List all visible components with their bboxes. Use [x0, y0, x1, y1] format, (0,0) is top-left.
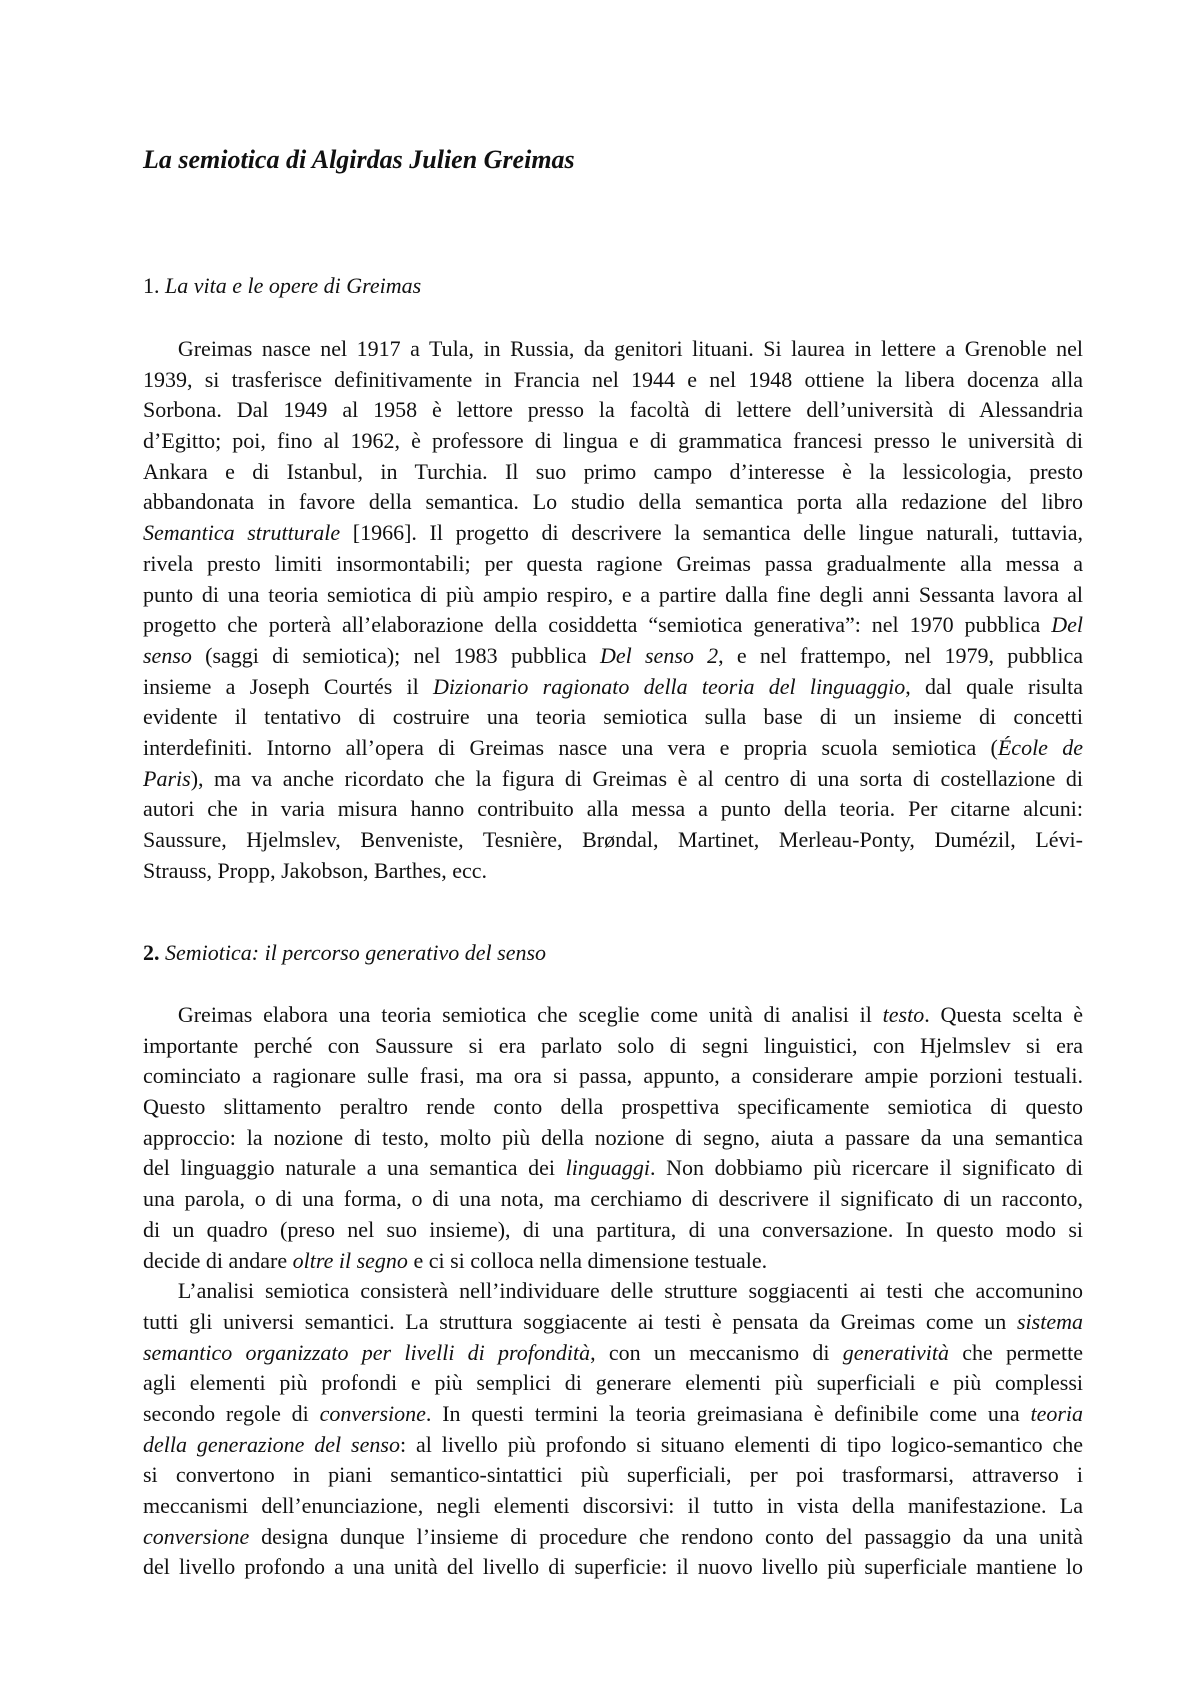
text-run: . In questi termini la teoria greimasiana è definibile come una [425, 1400, 1031, 1426]
text-line [143, 549, 1083, 580]
text-run: , e nel frattempo, nel 1979, pubblica [718, 642, 1083, 668]
italic-text: teoria [1030, 1400, 1084, 1426]
text-run: del livello profondo a una unità del livello di superficie: il nuovo livello più superficiale mantiene lo [143, 1554, 1083, 1580]
text-run: evidente il tentativo di costruire una teoria semiotica sulla base di un insieme di concetti [143, 704, 1083, 730]
text-line [143, 487, 1083, 518]
section-1-number: 1. [143, 273, 160, 298]
text-run: si convertono in piani semantico-sintattici più superficiali, per poi trasformarsi, attraverso i [143, 1462, 1083, 1488]
italic-text: Dizionario ragionato della teoria del linguaggio [433, 673, 906, 699]
text-run: del linguaggio naturale a una semantica dei [143, 1155, 566, 1181]
text-run: autori che in varia misura hanno contribuito alla messa a punto della teoria. Per citarne alcuni: [143, 796, 1083, 822]
text-line [143, 1491, 1083, 1522]
text-line [143, 365, 1083, 396]
italic-text: linguaggi [565, 1155, 650, 1181]
italic-text: della generazione del senso [143, 1431, 400, 1457]
text-run: che permette [949, 1339, 1083, 1365]
text-run: di un quadro (preso nel suo insieme), di una partitura, di una conversazione. In questo modo si [143, 1216, 1083, 1242]
text-run: : al livello più profondo si situano elementi di tipo logico-semantico che [399, 1431, 1083, 1457]
text-line [143, 702, 1083, 733]
text-line [143, 764, 1083, 795]
italic-text: Semantica strutturale [143, 520, 341, 546]
text-run: 1939, si trasferisce definitivamente in Francia nel 1944 e nel 1948 ottiene la libera docenza alla [143, 366, 1083, 392]
text-line [143, 1276, 1083, 1307]
text-run: una parola, o di una forma, o di una nota, ma cerchiamo di descrivere il significato di un racconto, [143, 1186, 1083, 1212]
text-line [143, 334, 1083, 365]
text-run: ), ma va anche ricordato che la figura di Greimas è al centro di una sorta di costellazione di [190, 765, 1083, 791]
text-run: importante perché con Saussure si era parlato solo di segni linguistici, con Hjelmslev si era [143, 1032, 1083, 1058]
text-line [143, 856, 1083, 887]
italic-text: senso [143, 642, 192, 668]
text-run: e ci si colloca nella dimensione testuale. [407, 1247, 768, 1273]
text-line [143, 794, 1083, 825]
text-line [143, 1215, 1083, 1246]
italic-text: Del [1051, 612, 1083, 638]
text-line [143, 825, 1083, 856]
text-run: progetto che porterà all’elaborazione della cosiddetta “semiotica generativa”: nel 1970 pubblica [143, 612, 1052, 638]
text-line [143, 1552, 1083, 1583]
section-1-body [143, 334, 1083, 886]
text-run: punto di una teoria semiotica di più ampio respiro, e a partire dalla fine degli anni Sessanta lavora al [143, 581, 1083, 607]
text-line [143, 580, 1083, 611]
text-run: abbandonata in favore della semantica. Lo studio della semantica porta alla redazione del libro [143, 489, 1083, 515]
text-line [143, 1307, 1083, 1338]
text-run: Strauss, Propp, Jakobson, Barthes, ecc. [143, 857, 488, 883]
italic-text: oltre il segno [292, 1247, 408, 1273]
section-2-number: 2. [143, 940, 160, 965]
italic-text: Del senso 2 [599, 642, 719, 668]
text-run: rivela presto limiti insormontabili; per questa ragione Greimas passa gradualmente alla messa a [143, 550, 1083, 576]
text-run: . Non dobbiamo più ricercare il significato di [649, 1155, 1084, 1181]
italic-text: conversione [319, 1400, 426, 1426]
italic-text: École de [997, 734, 1083, 760]
text-run: designa dunque l’insieme di procedure che rendono conto del passaggio da una unità [249, 1523, 1083, 1549]
italic-text: Paris [143, 765, 191, 791]
text-run: , dal quale risulta [905, 673, 1083, 699]
italic-text: generatività [842, 1339, 949, 1365]
text-run: Saussure, Hjelmslev, Benveniste, Tesnière, Brøndal, Martinet, Merleau-Ponty, Dumézil, Lévi- [143, 827, 1083, 852]
text-run: Sorbona. Dal 1949 al 1958 è lettore presso la facoltà di lettere dell’università di Alessandria [143, 397, 1083, 423]
text-line [143, 733, 1083, 764]
text-line [143, 1184, 1083, 1215]
text-run: Greimas nasce nel 1917 a Tula, in Russia, da genitori lituani. Si laurea in lettere a Grenoble nel [177, 336, 1083, 361]
text-line [143, 395, 1083, 426]
text-run: cominciato a ragionare sulle frasi, ma ora si passa, appunto, a considerare ampie porzioni testuali. [143, 1063, 1083, 1089]
section-2-body [143, 1000, 1083, 1583]
section-2-heading [143, 940, 546, 966]
text-run: Ankara e di Istanbul, in Turchia. Il suo primo campo d’interesse è la lessicologia, presto [143, 458, 1083, 484]
text-line [143, 457, 1083, 488]
text-line [143, 1000, 1083, 1031]
text-run: insieme a Joseph Courtés il [143, 673, 434, 699]
section-1-heading [143, 273, 421, 299]
text-run: (saggi di semiotica); nel 1983 pubblica [191, 642, 600, 668]
section-2-title: Semiotica: il percorso generativo del senso [165, 940, 547, 965]
text-run: [1966]. Il progetto di descrivere la semantica delle lingue naturali, tuttavia, [340, 520, 1083, 546]
text-line [143, 1061, 1083, 1092]
italic-text: testo [882, 1002, 925, 1027]
text-run: Questo slittamento peraltro rende conto della prospettiva specificamente semiotica di questo [143, 1094, 1083, 1120]
text-line [143, 1123, 1083, 1154]
text-run: L’analisi semiotica consisterà nell’individuare delle strutture soggiacenti ai testi che accomunino [177, 1278, 1083, 1304]
text-line [143, 1430, 1083, 1461]
text-run: d’Egitto; poi, fino al 1962, è professore di lingua e di grammatica francesi presso le università di [143, 428, 1083, 454]
text-run: secondo regole di [143, 1400, 320, 1426]
text-line [143, 426, 1083, 457]
text-line [143, 672, 1083, 703]
italic-text: sistema [1017, 1308, 1083, 1334]
italic-text: conversione [143, 1523, 250, 1549]
text-line [143, 1246, 1083, 1277]
text-run: interdefiniti. Intorno all’opera di Greimas nasce una vera e propria scuola semiotica ( [143, 734, 998, 760]
text-line [143, 1460, 1083, 1491]
italic-text: semantico organizzato per livelli di profondità [143, 1339, 591, 1365]
document-title: La semiotica di Algirdas Julien Greimas [143, 145, 575, 174]
text-line [143, 641, 1083, 672]
text-line [143, 1153, 1083, 1184]
text-line [143, 1338, 1083, 1369]
text-line [143, 1092, 1083, 1123]
text-run: agli elementi più profondi e più semplici di generare elementi più superficiali e più complessi [143, 1370, 1083, 1396]
text-run: Greimas elabora una teoria semiotica che sceglie come unità di analisi il [177, 1002, 883, 1027]
text-run: meccanismi dell’enunciazione, negli elementi discorsivi: il tutto in vista della manifestazione. La [143, 1493, 1083, 1518]
text-run: decide di andare [143, 1247, 293, 1273]
text-run: approccio: la nozione di testo, molto più della nozione di segno, aiuta a passare da una semantica [143, 1124, 1083, 1150]
text-run: tutti gli universi semantici. La struttura soggiacente ai testi è pensata da Greimas come un [143, 1308, 1017, 1334]
section-1-title: La vita e le opere di Greimas [165, 273, 422, 298]
text-line [143, 1031, 1083, 1062]
text-run: , con un meccanismo di [590, 1339, 843, 1365]
text-line [143, 1399, 1083, 1430]
text-line [143, 1522, 1083, 1553]
text-line [143, 610, 1083, 641]
text-line [143, 1368, 1083, 1399]
text-run: . Questa scelta è [924, 1002, 1084, 1027]
text-line [143, 518, 1083, 549]
